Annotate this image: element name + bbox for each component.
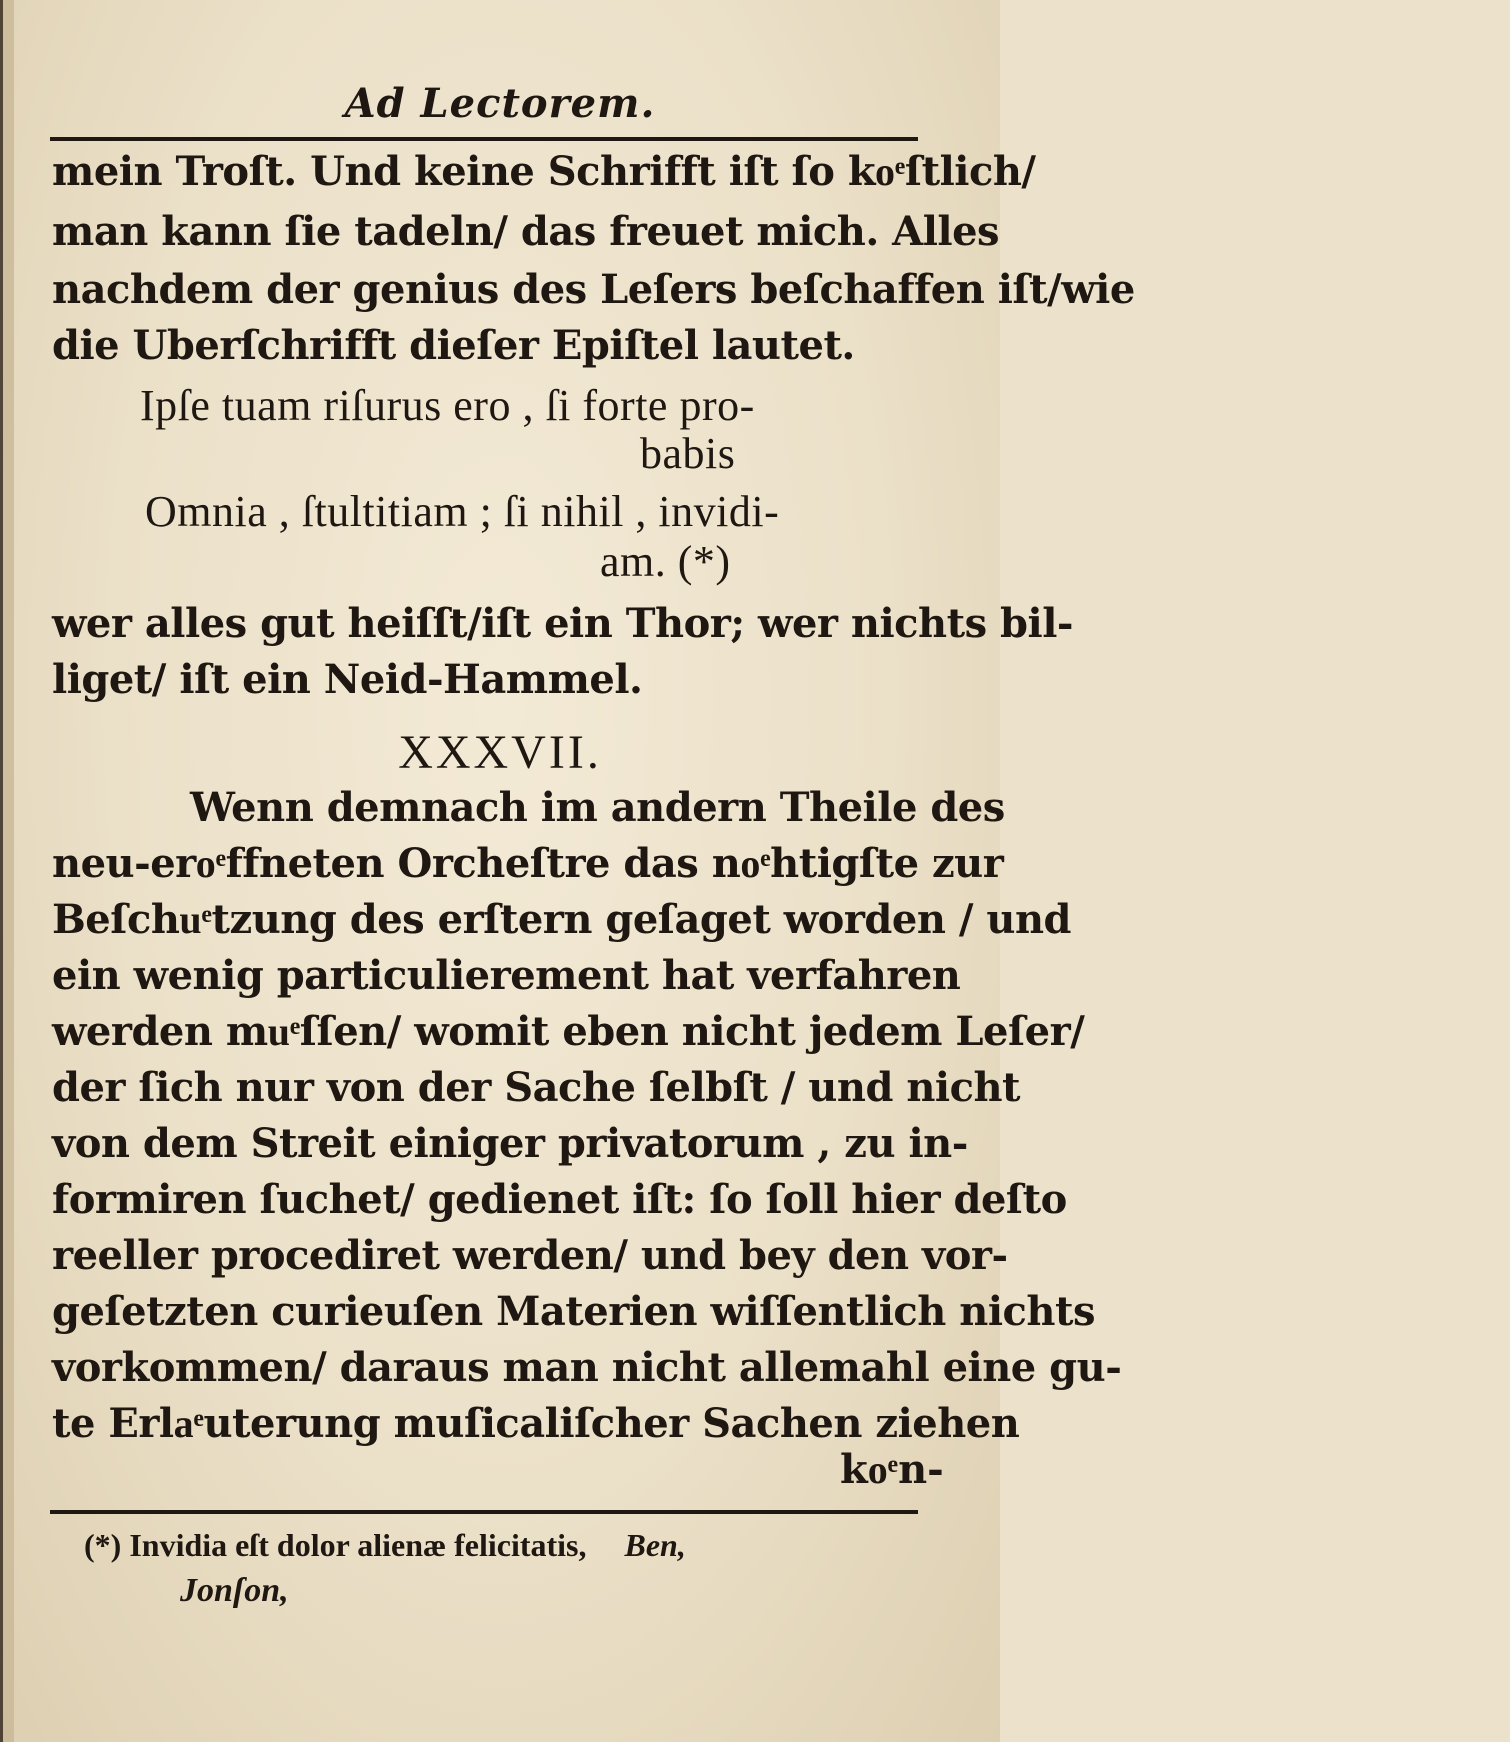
text-line: vorkommen/ daraus man nicht allemahl eine gu- <box>52 1344 1122 1391</box>
text-line: liget/ iſt ein Neid-Hammel. <box>52 656 643 703</box>
text-line: mein Troſt. Und keine Schrifft iſt ſo koͤſtlich/ <box>52 148 1036 195</box>
section-number: XXXVII. <box>398 726 602 779</box>
text-line: ein wenig particulierement hat verfahren <box>52 952 961 999</box>
header-rule <box>50 137 918 141</box>
footnote-author-last: Jonſon, <box>180 1572 289 1609</box>
verse-line: am. (*) <box>600 537 731 586</box>
text-line: man kann ſie tadeln/ das freuet mich. Alles <box>52 208 1000 255</box>
verse-line: babis <box>640 429 736 478</box>
verse-line: Omnia , ſtultitiam ; ſi nihil , invidi- <box>145 487 780 536</box>
footnote-text: (*) Invidia eſt dolor alienæ felicitatis, <box>84 1527 587 1563</box>
text-line: die Uberſchrifft dieſer Epiſtel lautet. <box>52 322 855 369</box>
text-line: von dem Streit einiger privatorum , zu in- <box>52 1120 968 1167</box>
text-line: nachdem der genius des Leſers beſchaffen iſt/wie <box>52 266 1135 313</box>
text-line: formiren ſuchet/ gedienet iſt: ſo ſoll hier deſto <box>52 1176 1067 1223</box>
text-line: Beſchuͤtzung des erſtern geſaget worden / und <box>52 896 1071 943</box>
footnote <box>84 1520 904 1570</box>
text-line: reeller procediret werden/ und bey den vor- <box>52 1232 1008 1279</box>
catchword: koͤn- <box>840 1446 944 1493</box>
running-head: Ad Lectorem. <box>344 80 656 127</box>
text-line: wer alles gut heiſſt/iſt ein Thor; wer nichts bil- <box>52 600 1073 647</box>
verse-line: Ipſe tuam riſurus ero , ſi forte pro- <box>140 381 755 430</box>
footnote-author-first: Ben, <box>624 1527 686 1563</box>
text-line: te Erlaͤuterung muſicaliſcher Sachen ziehen <box>52 1400 1020 1447</box>
footnote-rule <box>50 1510 918 1514</box>
text-line: Wenn demnach im andern Theile des <box>190 784 1005 831</box>
text-line: werden muͤſſen/ womit eben nicht jedem Leſer/ <box>52 1008 1085 1055</box>
text-line: neu-eroͤffneten Orcheſtre das noͤhtigſte zur <box>52 840 1004 887</box>
text-line: geſetzten curieuſen Materien wiſſentlich nichts <box>52 1288 1095 1335</box>
text-line: der ſich nur von der Sache ſelbſt / und nicht <box>52 1064 1021 1111</box>
